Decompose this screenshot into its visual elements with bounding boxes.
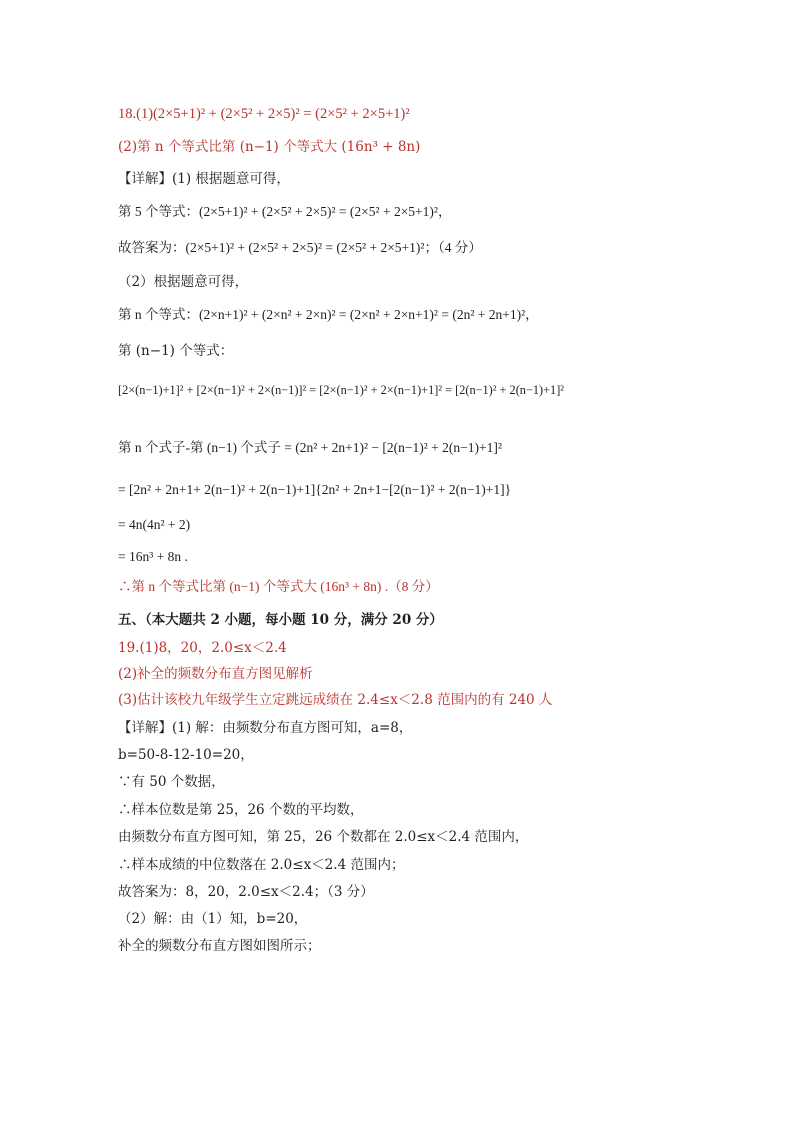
q18-equation-n-1: [2×(n−1)+1]² + [2×(n−1)² + 2×(n−1)]² = [2×(n−1)² + 2×(n−1)+1]² = [2(n−1)² + 2(n−1)+1]² [118, 383, 564, 397]
q18-conclusion: ∴第 n 个等式比第 (n−1) 个等式大 (16n³ + 8n) .（8 分） [118, 579, 439, 594]
q18-difference-line-3: = 4n(4n² + 2) [118, 517, 191, 532]
q19-detail-1: 【详解】(1) 解：由频数分布直方图可知，a=8， [118, 720, 413, 736]
q19-answer-line: 故答案为：8，20，2.0≤x＜2.4；（3 分） [118, 884, 374, 900]
q18-answer-5: 故答案为：(2×5+1)² + (2×5² + 2×5)² = (2×5² + 2×5+1)²；（4 分） [118, 240, 482, 255]
q19-line-b: b=50-8-12-10=20， [118, 747, 254, 763]
q19-line-range: 由频数分布直方图可知，第 25，26 个数都在 2.0≤x＜2.4 范围内， [118, 829, 529, 845]
q18-answer-2: (2)第 n 个等式比第 (n−1) 个等式大 (16n³ + 8n) [118, 139, 421, 155]
q19-answer-1: 19.(1)8，20，2.0≤x＜2.4 [118, 640, 287, 656]
q18-difference-line-4: = 16n³ + 8n . [118, 549, 188, 564]
q18-equation-5: 第 5 个等式：(2×5+1)² + (2×5² + 2×5)² = (2×5² + 2×5+1)²， [118, 204, 452, 219]
q19-answer-2: (2)补全的频数分布直方图见解析 [118, 666, 313, 682]
q19-answer-3: (3)估计该校九年级学生立定跳远成绩在 2.4≤x＜2.8 范围内的有 240 人 [118, 692, 553, 708]
q19-line-count: ∵有 50 个数据， [118, 774, 225, 790]
q18-equation-n-1-label: 第 (n−1) 个等式： [118, 343, 234, 359]
q18-difference-line-2: = [2n² + 2n+1+ 2(n−1)² + 2(n−1)+1]{2n² + 2n+1−[2(n−1)² + 2(n−1)+1]} [118, 482, 512, 497]
q18-detail-heading: 【详解】(1) 根据题意可得， [118, 171, 290, 187]
q19-part2-histogram: 补全的频数分布直方图如图所示； [118, 938, 321, 954]
q18-difference-line-1: 第 n 个式子-第 (n−1) 个式子 = (2n² + 2n+1)² − [2(n−1)² + 2(n−1)+1]² [118, 440, 502, 455]
q19-line-median: ∴样本位数是第 25，26 个数的平均数， [118, 802, 364, 818]
q19-line-falls: ∴样本成绩的中位数落在 2.0≤x＜2.4 范围内； [118, 857, 405, 873]
q18-equation-n: 第 n 个等式：(2×n+1)² + (2×n² + 2×n)² = (2×n² + 2×n+1)² = (2n² + 2n+1)²， [118, 307, 539, 322]
q18-answer-1: 18.(1)(2×5+1)² + (2×5² + 2×5)² = (2×5² + 2×5+1)² [118, 106, 410, 122]
q18-part2-heading: （2）根据题意可得， [118, 274, 249, 290]
section-5-heading: 五、（本大题共 2 小题，每小题 10 分，满分 20 分） [118, 612, 443, 628]
q19-part2: （2）解：由（1）知，b=20， [118, 911, 308, 927]
